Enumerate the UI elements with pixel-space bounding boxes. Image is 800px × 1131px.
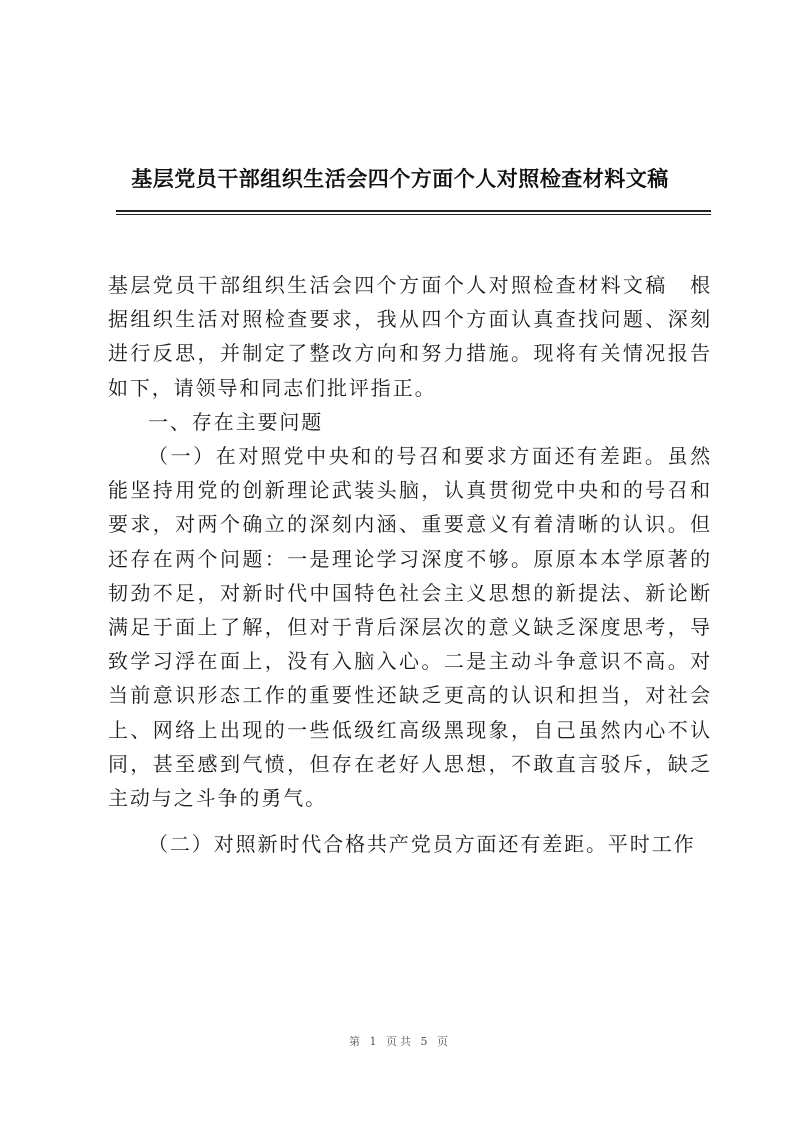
- section-heading: 一、存在主要问题: [148, 409, 324, 434]
- page-number: 第 1 页共 5 页: [349, 1035, 451, 1048]
- body-paragraph: （一）在对照党中央和的号召和要求方面还有差距。虽然能坚持用党的创新理论武装头脑，认真贯彻党中央和的号召和要求，对两个确立的深刻内涵、重要意义有着清晰的认识。但还存在两个问题：一是理论学习深度不够。原原本本学原著的韧劲不足，对新时代中国特色社会主义思想的新提法、新论断满足于面上了解，但对于背后深层次的意义缺乏深度思考，导致学习浮在面上，没有入脑入心。二是主动斗争意识不高。对当前意识形态工作的重要性还缺乏更高的认识和担当，对社会上、网络上出现的一些低级红高级黑现象，自己虽然内心不认同，甚至感到气愤，但存在老好人思想，不敢直言驳斥，缺乏主动与之斗争的勇气。: [108, 444, 712, 811]
- title-divider-thin: [116, 214, 711, 215]
- document-title: 基层党员干部组织生活会四个方面个人对照检查材料文稿: [131, 167, 669, 191]
- title-divider: [116, 210, 711, 212]
- body-paragraph: （二）对照新时代合格共产党员方面还有差距。平时工作: [148, 832, 696, 857]
- intro-paragraph: 基层党员干部组织生活会四个方面个人对照检查材料文稿 根据组织生活对照检查要求，我从四个方面认真查找问题、深刻进行反思，并制定了整改方向和努力措施。现将有关情况报告如下，请领导和同志们批评指正。: [108, 273, 712, 400]
- document-body: [108, 268, 712, 861]
